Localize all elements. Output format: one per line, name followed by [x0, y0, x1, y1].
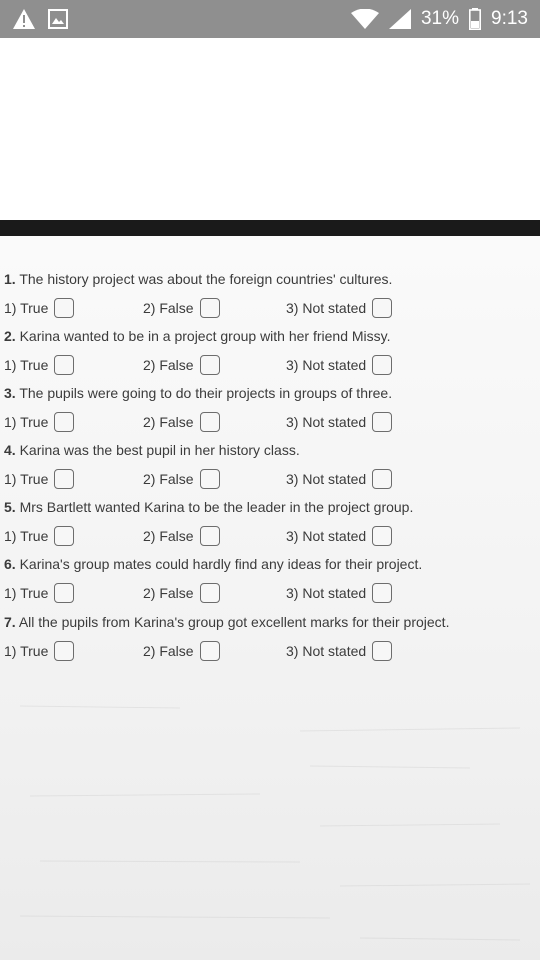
- blank-area: [0, 38, 540, 220]
- question-3: 3. The pupils were going to do their projects in groups of three.: [4, 385, 393, 401]
- question-7: 7. All the pupils from Karina's group got excellent marks for their project.: [4, 614, 450, 630]
- option-false[interactable]: 2) False: [143, 639, 220, 663]
- status-left: [12, 7, 68, 31]
- option-not-stated[interactable]: 3) Not stated: [286, 467, 392, 491]
- option-false[interactable]: 2) False: [143, 296, 220, 320]
- answers-5: [4, 524, 534, 548]
- checkbox[interactable]: [200, 469, 220, 489]
- checkbox[interactable]: [54, 583, 74, 603]
- worksheet-photo: [0, 236, 540, 960]
- checkbox[interactable]: [372, 583, 392, 603]
- checkbox[interactable]: [200, 526, 220, 546]
- option-true[interactable]: 1) True: [4, 410, 74, 434]
- checkbox[interactable]: [54, 641, 74, 661]
- checkbox[interactable]: [372, 298, 392, 318]
- answers-4: [4, 467, 534, 491]
- checkbox[interactable]: [54, 469, 74, 489]
- answers-6: [4, 581, 534, 605]
- checkbox[interactable]: [372, 355, 392, 375]
- battery-percent: 31%: [420, 8, 460, 29]
- warning-icon: [12, 8, 36, 30]
- question-6: 6. Karina's group mates could hardly find any ideas for their project.: [4, 556, 423, 572]
- signal-icon: [389, 9, 411, 29]
- image-icon: [48, 9, 68, 29]
- option-not-stated[interactable]: 3) Not stated: [286, 581, 392, 605]
- question-4: 4. Karina was the best pupil in her history class.: [4, 442, 300, 458]
- option-not-stated[interactable]: 3) Not stated: [286, 639, 392, 663]
- question-5: 5. Mrs Bartlett wanted Karina to be the leader in the project group.: [4, 499, 414, 515]
- option-true[interactable]: 1) True: [4, 467, 74, 491]
- checkbox[interactable]: [200, 355, 220, 375]
- checkbox[interactable]: [200, 298, 220, 318]
- checkbox[interactable]: [372, 641, 392, 661]
- checkbox[interactable]: [54, 355, 74, 375]
- option-not-stated[interactable]: 3) Not stated: [286, 353, 392, 377]
- checkbox[interactable]: [54, 412, 74, 432]
- checkbox[interactable]: [200, 641, 220, 661]
- checkbox[interactable]: [200, 583, 220, 603]
- wifi-icon: [351, 9, 379, 29]
- option-true[interactable]: 1) True: [4, 296, 74, 320]
- checkbox[interactable]: [200, 412, 220, 432]
- option-not-stated[interactable]: 3) Not stated: [286, 296, 392, 320]
- option-false[interactable]: 2) False: [143, 353, 220, 377]
- option-true[interactable]: 1) True: [4, 353, 74, 377]
- option-false[interactable]: 2) False: [143, 467, 220, 491]
- answers-2: [4, 353, 534, 377]
- bleed-through-texture: [0, 676, 540, 960]
- option-true[interactable]: 1) True: [4, 524, 74, 548]
- battery-icon: [469, 8, 481, 30]
- checkbox[interactable]: [372, 469, 392, 489]
- status-bar: [0, 0, 540, 38]
- checkbox[interactable]: [372, 412, 392, 432]
- question-2: 2. Karina wanted to be in a project group with her friend Missy.: [4, 328, 391, 344]
- option-false[interactable]: 2) False: [143, 581, 220, 605]
- option-not-stated[interactable]: 3) Not stated: [286, 524, 392, 548]
- answers-1: [4, 296, 534, 320]
- answers-3: [4, 410, 534, 434]
- option-false[interactable]: 2) False: [143, 524, 220, 548]
- option-false[interactable]: 2) False: [143, 410, 220, 434]
- question-1: 1. The history project was about the foreign countries' cultures.: [4, 271, 393, 287]
- option-true[interactable]: 1) True: [4, 639, 74, 663]
- checkbox[interactable]: [54, 526, 74, 546]
- clock: 9:13: [491, 8, 528, 29]
- status-right: [351, 7, 528, 31]
- option-not-stated[interactable]: 3) Not stated: [286, 410, 392, 434]
- dark-band: [0, 220, 540, 236]
- checkbox[interactable]: [372, 526, 392, 546]
- answers-7: [4, 639, 534, 663]
- checkbox[interactable]: [54, 298, 74, 318]
- option-true[interactable]: 1) True: [4, 581, 74, 605]
